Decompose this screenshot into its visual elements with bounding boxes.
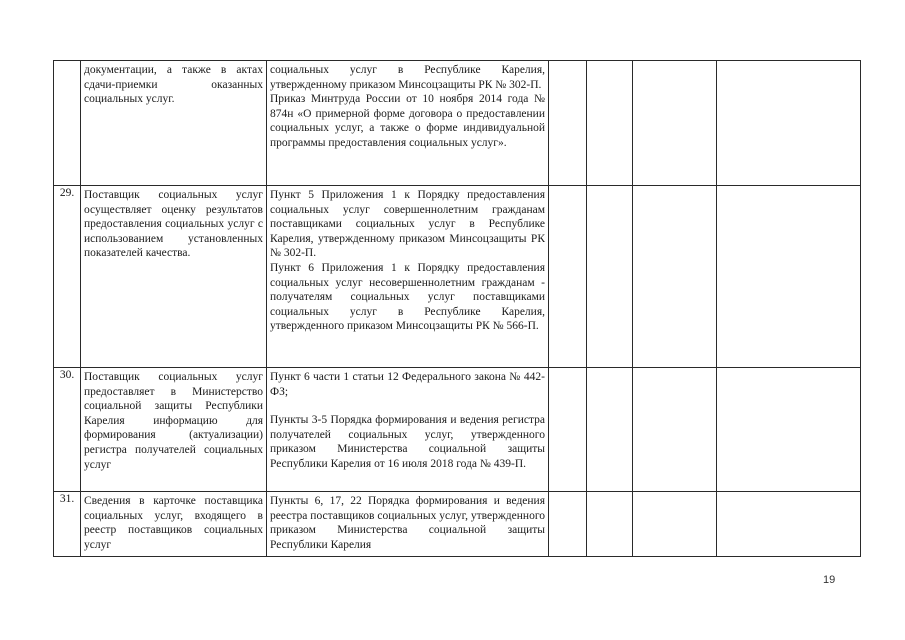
empty-cell [549,492,587,557]
empty-cell [717,368,861,492]
requirements-table [53,60,861,557]
basis-paragraph: Пункты 3-5 Порядка формирования и ведения регистра получателей социальных услуг, утвержденного приказом Министерства социальной защиты Республики Карелия от 16 июля 2018 года № 439-П. [270,414,545,470]
row-number: 30. [54,368,81,492]
requirement-description [81,368,267,492]
empty-cell [587,61,633,186]
basis-paragraph: Приказ Минтруда России от 10 ноября 2014 года № 874н «О примерной форме договора о предоставлении социальных услуг, а также о форме индивидуальной программы предоставления социальных услуг». [270,93,545,149]
empty-cell [717,61,861,186]
description-text: документации, а также в актах сдачи-приемки оказанных социальных услуг. [84,64,263,106]
empty-cell [633,492,717,557]
table-row [54,186,861,368]
empty-cell [633,368,717,492]
table-row [54,492,861,557]
basis-paragraph: Пункт 6 Приложения 1 к Порядку предоставления социальных услуг несовершеннолетним гражданам - получателям социальных услуг поставщиками социальных услуг в Республике Карелия, утвержденного приказом Минсоцзащиты РК № 566-П. [270,261,545,333]
requirement-description [81,186,267,368]
empty-cell [549,368,587,492]
empty-cell [633,61,717,186]
empty-cell [549,186,587,368]
basis-paragraph: социальных услуг в Республике Карелия, утвержденному приказом Минсоцзащиты РК № 302-П. [270,64,545,91]
legal-basis [267,186,549,368]
basis-paragraph: Пункт 6 части 1 статьи 12 Федерального закона № 442-ФЗ; [270,371,545,398]
empty-cell [587,368,633,492]
requirement-description [81,61,267,186]
empty-cell [717,492,861,557]
empty-cell [587,186,633,368]
row-number [54,61,81,186]
basis-paragraph: Пункты 6, 17, 22 Порядка формирования и ведения реестра поставщиков социальных услуг, утвержденного приказом Министерства социальной защиты Республики Карелия [270,495,545,551]
legal-basis [267,492,549,557]
requirement-description [81,492,267,557]
row-number: 29. [54,186,81,368]
empty-cell [587,492,633,557]
empty-cell [549,61,587,186]
legal-basis [267,368,549,492]
basis-paragraph: Пункт 5 Приложения 1 к Порядку предоставления социальных услуг совершеннолетним гражданам поставщиками социальных услуг в Республике Карелия, утвержденному приказом Минсоцзащиты РК № 302-П. [270,189,545,260]
basis-spacer [270,399,545,413]
table-row [54,368,861,492]
description-text: Поставщик социальных услуг осуществляет оценку результатов предоставления социальных услуг с использованием установленных показателей качества. [84,189,263,260]
row-number: 31. [54,492,81,557]
description-text: Сведения в карточке поставщика социальных услуг, входящего в реестр поставщиков социальных услуг [84,495,263,551]
legal-basis [267,61,549,186]
table-row [54,61,861,186]
empty-cell [717,186,861,368]
page-number: 19 [823,574,836,586]
description-text: Поставщик социальных услуг предоставляет в Министерство социальной защиты Республики Карелия информацию для формирования (актуализации) регистра получателей социальных услуг [84,371,263,471]
empty-cell [633,186,717,368]
